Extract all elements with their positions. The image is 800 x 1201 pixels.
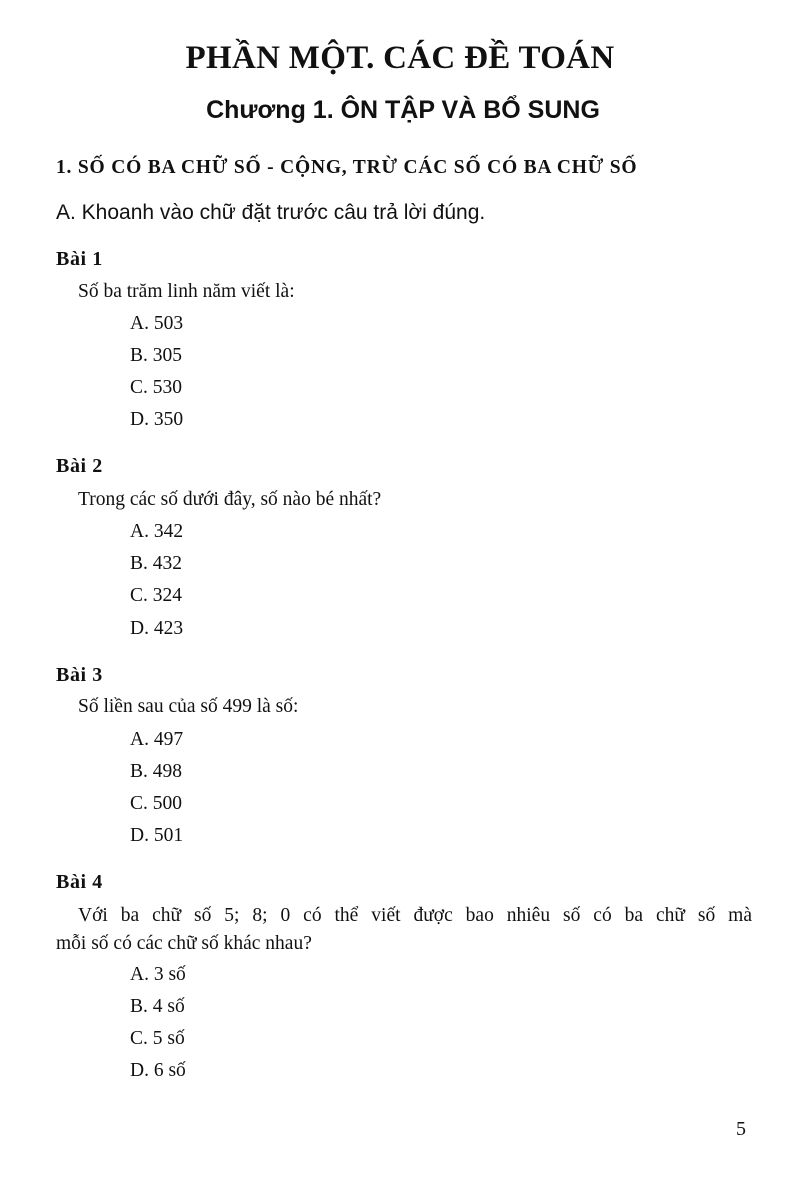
exercise-question: Số liền sau của số 499 là số:: [78, 696, 299, 717]
exercise-title: Bài 1: [56, 248, 103, 270]
answer-option-d: D. 6 số: [130, 1060, 186, 1081]
answer-option-a: A. 497: [130, 729, 184, 750]
answer-option-b: B. 305: [130, 345, 183, 366]
exercise-question: Số ba trăm linh năm viết là:: [78, 281, 295, 302]
answer-option-a: A. 3 số: [130, 964, 186, 985]
exercise-title: Bài 3: [56, 664, 103, 686]
answer-option-c: C. 5 số: [130, 1028, 185, 1049]
answer-option-b: B. 498: [130, 761, 183, 782]
chapter-title: Chương 1. ÔN TẬP VÀ BỔ SUNG: [206, 96, 600, 124]
exercise-question: [56, 902, 752, 958]
question-line-1: Với ba chữ số 5; 8; 0 có thể viết được bao nhiêu số có ba chữ số mà: [78, 905, 752, 926]
answer-option-b: B. 4 số: [130, 996, 185, 1017]
answer-option-d: D. 350: [130, 409, 184, 430]
answer-option-a: A. 342: [130, 521, 184, 542]
answer-option-a: A. 503: [130, 313, 184, 334]
answer-option-c: C. 324: [130, 585, 183, 606]
exercise-title: Bài 4: [56, 871, 103, 893]
instruction-text: A. Khoanh vào chữ đặt trước câu trả lời đúng.: [56, 201, 486, 224]
answer-option-d: D. 501: [130, 825, 184, 846]
exercise-title: Bài 2: [56, 455, 103, 477]
answer-option-c: C. 530: [130, 377, 183, 398]
exercise-question: Trong các số dưới đây, số nào bé nhất?: [78, 489, 382, 510]
answer-option-c: C. 500: [130, 793, 183, 814]
page-number: 5: [736, 1118, 746, 1140]
section-title: 1. SỐ CÓ BA CHỮ SỐ - CỘNG, TRỪ CÁC SỐ CÓ BA CHỮ SỐ: [56, 157, 638, 178]
answer-option-d: D. 423: [130, 618, 184, 639]
answer-option-b: B. 432: [130, 553, 183, 574]
question-line-2: mỗi số có các chữ số khác nhau?: [56, 933, 312, 954]
part-title: PHẦN MỘT. CÁC ĐỀ TOÁN: [185, 40, 615, 76]
